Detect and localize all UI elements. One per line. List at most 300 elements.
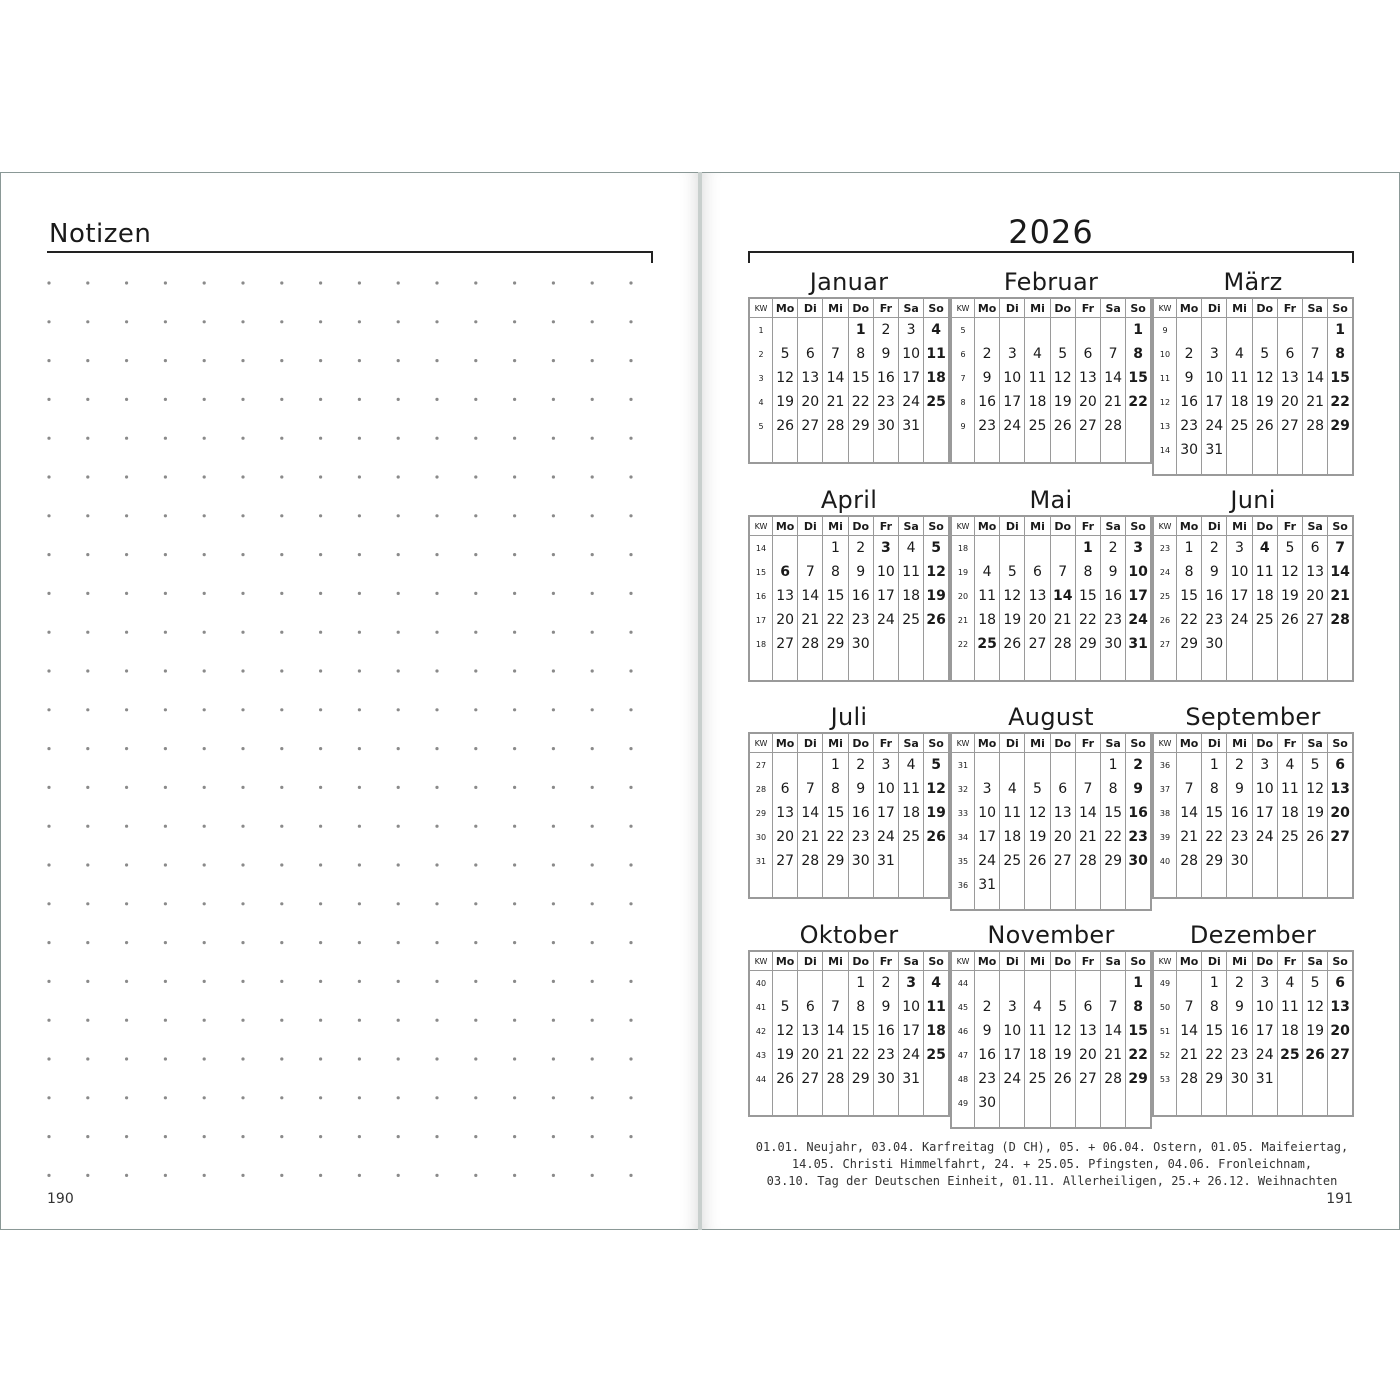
day-cell: [1075, 753, 1100, 778]
month-name: Januar: [809, 268, 889, 296]
grid-dot: [280, 475, 283, 478]
day-cell: 19: [1303, 1019, 1328, 1043]
grid-dot: [591, 281, 594, 284]
empty-cell: [1252, 656, 1277, 681]
day-cell: 22: [1177, 608, 1202, 632]
notes-rule: [47, 251, 653, 263]
day-cell: 24: [899, 390, 924, 414]
weekday-header: Mo: [1177, 951, 1202, 971]
weekday-header: Fr: [1277, 951, 1302, 971]
week-row: [749, 1067, 949, 1091]
weekday-header: Mi: [823, 298, 848, 318]
grid-dot: [591, 437, 594, 440]
grid-dot: [125, 1096, 128, 1099]
week-number: 17: [749, 608, 773, 632]
day-cell: 25: [1277, 1043, 1302, 1067]
week-row: [749, 777, 949, 801]
day-cell: 2: [848, 536, 873, 561]
week-row: [749, 414, 949, 438]
day-cell: [1303, 632, 1328, 656]
grid-dot: [552, 1135, 555, 1138]
day-cell: 5: [924, 536, 949, 561]
week-row: [1153, 753, 1353, 778]
day-cell: 31: [1252, 1067, 1277, 1091]
day-cell: [1050, 753, 1075, 778]
day-cell: 18: [1277, 801, 1302, 825]
day-cell: 19: [1000, 608, 1025, 632]
grid-dot: [319, 825, 322, 828]
day-cell: 3: [1252, 971, 1277, 996]
week-row: [749, 536, 949, 561]
grid-dot: [319, 786, 322, 789]
month-name: September: [1185, 703, 1321, 731]
weekday-header: Mo: [975, 516, 1000, 536]
grid-dot: [125, 631, 128, 634]
grid-dot: [629, 359, 632, 362]
day-cell: 16: [1126, 801, 1151, 825]
weekday-header: Fr: [873, 951, 898, 971]
day-cell: 9: [1177, 366, 1202, 390]
weekday-header: Sa: [1101, 733, 1126, 753]
day-cell: 30: [1227, 849, 1252, 873]
day-cell: 23: [848, 608, 873, 632]
grid-dot: [397, 281, 400, 284]
spacer-cell: [1126, 1115, 1151, 1128]
empty-cell: [899, 438, 924, 463]
day-cell: 8: [1126, 342, 1151, 366]
day-cell: [773, 753, 798, 778]
empty-cell: [1000, 656, 1025, 681]
day-cell: 5: [1025, 777, 1050, 801]
day-cell: [1277, 1067, 1302, 1091]
grid-dot: [474, 437, 477, 440]
day-cell: 3: [873, 753, 898, 778]
week-row: [951, 801, 1151, 825]
empty-cell: [1075, 656, 1100, 681]
weekday-header: Mi: [823, 516, 848, 536]
grid-dot: [397, 553, 400, 556]
grid-dot: [591, 359, 594, 362]
grid-dot: [513, 1096, 516, 1099]
empty-cell: [1153, 873, 1177, 898]
grid-dot: [397, 1174, 400, 1177]
day-cell: 17: [1126, 584, 1151, 608]
grid-dot: [319, 1174, 322, 1177]
day-cell: 4: [1000, 777, 1025, 801]
day-cell: 7: [1177, 777, 1202, 801]
month-table: [1152, 297, 1354, 476]
grid-dot: [86, 553, 89, 556]
grid-dot: [280, 941, 283, 944]
weekday-header: Mi: [1227, 733, 1252, 753]
day-cell: 7: [798, 560, 823, 584]
empty-cell: [749, 656, 773, 681]
day-cell: 14: [1303, 366, 1328, 390]
grid-dot: [629, 1135, 632, 1138]
week-number: 23: [1153, 536, 1177, 561]
day-cell: 15: [823, 584, 848, 608]
month-table: [748, 297, 950, 464]
week-row: [1153, 584, 1353, 608]
weekday-header: Mo: [1177, 298, 1202, 318]
week-number: 20: [951, 584, 975, 608]
day-cell: 10: [1126, 560, 1151, 584]
day-cell: 16: [1101, 584, 1126, 608]
empty-cell: [749, 873, 773, 898]
grid-dot: [164, 475, 167, 478]
grid-dot: [280, 1135, 283, 1138]
day-cell: 19: [924, 801, 949, 825]
grid-dot: [397, 902, 400, 905]
empty-cell: [1126, 656, 1151, 681]
empty-cell: [873, 873, 898, 898]
month-name: Juli: [830, 703, 868, 731]
weekday-header: Fr: [873, 733, 898, 753]
grid-dot: [552, 747, 555, 750]
week-row: [1153, 608, 1353, 632]
month-name: April: [820, 486, 878, 514]
week-number: 9: [1153, 318, 1177, 343]
grid-dot: [203, 281, 206, 284]
day-cell: 25: [1025, 1067, 1050, 1091]
weekday-header: Fr: [1075, 516, 1100, 536]
day-cell: 20: [1328, 1019, 1353, 1043]
empty-cell: [1303, 873, 1328, 898]
grid-dot: [435, 437, 438, 440]
grid-dot: [629, 437, 632, 440]
weekday-header: Mo: [1177, 733, 1202, 753]
empty-cell: [848, 1091, 873, 1116]
grid-dot: [513, 863, 516, 866]
empty-cell: [1277, 656, 1302, 681]
week-number: 18: [749, 632, 773, 656]
day-cell: 18: [1000, 825, 1025, 849]
day-cell: 30: [1202, 632, 1227, 656]
day-cell: 29: [848, 414, 873, 438]
day-cell: 18: [899, 801, 924, 825]
day-cell: 10: [1252, 995, 1277, 1019]
day-cell: [1050, 1091, 1075, 1115]
grid-dot: [358, 1057, 361, 1060]
day-cell: 13: [798, 1019, 823, 1043]
day-cell: 16: [975, 390, 1000, 414]
grid-dot: [164, 592, 167, 595]
holidays-line: 03.10. Tag der Deutschen Einheit, 01.11. Allerheiligen, 25.+ 26.12. Weihnachten: [766, 1174, 1338, 1188]
month-6: [748, 702, 950, 899]
day-cell: 3: [899, 971, 924, 996]
grid-dot: [629, 281, 632, 284]
grid-dot: [164, 398, 167, 401]
grid-dot: [203, 1096, 206, 1099]
week-row: [749, 971, 949, 996]
week-row: [951, 366, 1151, 390]
day-cell: 19: [1050, 1043, 1075, 1067]
grid-dot: [397, 669, 400, 672]
week-number: 8: [951, 390, 975, 414]
grid-dot: [164, 1019, 167, 1022]
empty-cell: [951, 438, 975, 463]
day-cell: [1227, 438, 1252, 462]
grid-dot: [397, 359, 400, 362]
week-number: 5: [951, 318, 975, 343]
week-number: 24: [1153, 560, 1177, 584]
grid-dot: [474, 514, 477, 517]
day-cell: 8: [1126, 995, 1151, 1019]
day-cell: [773, 536, 798, 561]
week-number: 14: [749, 536, 773, 561]
grid-dot: [125, 825, 128, 828]
month-7: [950, 702, 1152, 911]
grid-dot: [203, 592, 206, 595]
day-cell: 2: [975, 995, 1000, 1019]
day-cell: 23: [1126, 825, 1151, 849]
grid-dot: [513, 1057, 516, 1060]
week-row: [749, 438, 949, 463]
grid-dot: [203, 320, 206, 323]
grid-dot: [358, 1096, 361, 1099]
day-cell: 9: [848, 560, 873, 584]
week-number: 46: [951, 1019, 975, 1043]
day-cell: 15: [1202, 1019, 1227, 1043]
week-number: 5: [749, 414, 773, 438]
day-cell: 27: [773, 849, 798, 873]
grid-dot: [164, 863, 167, 866]
weekday-header: KW: [951, 733, 975, 753]
grid-dot: [474, 553, 477, 556]
day-cell: 23: [1177, 414, 1202, 438]
day-cell: 19: [773, 390, 798, 414]
grid-dot: [86, 863, 89, 866]
weekday-header: Fr: [873, 516, 898, 536]
grid-dot: [435, 1096, 438, 1099]
day-cell: 3: [1252, 753, 1277, 778]
empty-cell: [1177, 656, 1202, 681]
weekday-header: Do: [1252, 516, 1277, 536]
grid-dot: [86, 1096, 89, 1099]
grid-dot: [280, 592, 283, 595]
day-cell: 25: [1227, 414, 1252, 438]
weekday-header: Mo: [1177, 516, 1202, 536]
weekday-header: Fr: [1075, 298, 1100, 318]
grid-dot: [241, 825, 244, 828]
day-cell: 8: [1075, 560, 1100, 584]
day-cell: 9: [1202, 560, 1227, 584]
day-cell: 2: [1227, 753, 1252, 778]
day-cell: 4: [899, 753, 924, 778]
grid-dot: [164, 1174, 167, 1177]
day-cell: 24: [975, 849, 1000, 873]
weekday-header: So: [1126, 951, 1151, 971]
month-2: [1152, 267, 1354, 476]
weekday-header: Sa: [899, 733, 924, 753]
grid-dot: [203, 786, 206, 789]
grid-dot: [125, 475, 128, 478]
week-row: [749, 825, 949, 849]
day-cell: 16: [873, 366, 898, 390]
day-cell: [1303, 318, 1328, 343]
grid-dot: [319, 747, 322, 750]
week-row: [951, 971, 1151, 996]
day-cell: 16: [848, 801, 873, 825]
grid-dot: [358, 669, 361, 672]
day-cell: 17: [899, 366, 924, 390]
empty-cell: [773, 438, 798, 463]
day-cell: [1328, 438, 1353, 462]
week-number: 32: [951, 777, 975, 801]
week-number: 36: [951, 873, 975, 897]
grid-dot: [47, 320, 50, 323]
month-5: [1152, 485, 1354, 682]
grid-dot: [552, 902, 555, 905]
day-cell: 24: [1202, 414, 1227, 438]
day-cell: 1: [1101, 753, 1126, 778]
grid-dot: [552, 437, 555, 440]
grid-dot: [397, 786, 400, 789]
day-cell: 6: [1303, 536, 1328, 561]
day-cell: 13: [1050, 801, 1075, 825]
week-row: [1153, 801, 1353, 825]
grid-dot: [280, 320, 283, 323]
grid-dot: [397, 475, 400, 478]
weekday-header: Mi: [1025, 951, 1050, 971]
day-cell: 26: [1050, 414, 1075, 438]
week-number: 34: [951, 825, 975, 849]
day-cell: 9: [1227, 777, 1252, 801]
grid-dot: [241, 1174, 244, 1177]
grid-dot: [435, 359, 438, 362]
grid-dot: [591, 1174, 594, 1177]
day-cell: 6: [1328, 971, 1353, 996]
grid-dot: [203, 863, 206, 866]
spacer-cell: [1050, 897, 1075, 910]
spacer-cell: [1227, 462, 1252, 475]
day-cell: [1277, 632, 1302, 656]
day-cell: 1: [1126, 318, 1151, 343]
day-cell: 26: [1277, 608, 1302, 632]
grid-dot: [86, 825, 89, 828]
week-number: 45: [951, 995, 975, 1019]
day-cell: 26: [924, 825, 949, 849]
grid-dot: [629, 398, 632, 401]
grid-dot: [358, 941, 361, 944]
day-cell: 9: [1126, 777, 1151, 801]
day-cell: 7: [823, 995, 848, 1019]
day-cell: 29: [848, 1067, 873, 1091]
week-number: 27: [1153, 632, 1177, 656]
empty-cell: [1101, 438, 1126, 463]
day-cell: 31: [975, 873, 1000, 897]
weekday-header: Mo: [773, 516, 798, 536]
empty-cell: [975, 656, 1000, 681]
grid-dot: [513, 941, 516, 944]
day-cell: 17: [1000, 390, 1025, 414]
empty-cell: [823, 1091, 848, 1116]
grid-dot: [358, 708, 361, 711]
weekday-header: Sa: [1101, 298, 1126, 318]
weekday-header: So: [1328, 733, 1353, 753]
grid-dot: [125, 669, 128, 672]
grid-dot: [629, 1019, 632, 1022]
day-cell: 15: [1177, 584, 1202, 608]
grid-dot: [552, 1057, 555, 1060]
empty-cell: [1252, 873, 1277, 898]
empty-cell: [1227, 873, 1252, 898]
day-cell: [1000, 753, 1025, 778]
day-cell: [1050, 536, 1075, 561]
grid-dot: [474, 398, 477, 401]
day-cell: 24: [1252, 1043, 1277, 1067]
weekday-header: Di: [1202, 298, 1227, 318]
day-cell: 12: [1050, 1019, 1075, 1043]
week-row: [1153, 849, 1353, 873]
weekday-header: Do: [848, 516, 873, 536]
page-number-right: 191: [1326, 1191, 1353, 1207]
day-cell: 5: [773, 342, 798, 366]
day-cell: 13: [1025, 584, 1050, 608]
grid-dot: [591, 941, 594, 944]
grid-dot: [241, 359, 244, 362]
grid-dot: [552, 1174, 555, 1177]
grid-dot: [552, 708, 555, 711]
week-row: [749, 1091, 949, 1116]
week-number: 6: [951, 342, 975, 366]
grid-dot: [358, 553, 361, 556]
week-number: 11: [1153, 366, 1177, 390]
month-table: [748, 732, 950, 899]
day-cell: [924, 1067, 949, 1091]
day-cell: 16: [1227, 1019, 1252, 1043]
grid-dot: [86, 514, 89, 517]
month-0: [748, 267, 950, 464]
day-cell: [1227, 632, 1252, 656]
day-cell: 23: [1227, 825, 1252, 849]
grid-dot: [280, 786, 283, 789]
grid-dot: [629, 592, 632, 595]
weekday-header: So: [924, 298, 949, 318]
day-cell: 2: [975, 342, 1000, 366]
day-cell: 31: [873, 849, 898, 873]
grid-dot: [591, 902, 594, 905]
day-cell: 31: [1202, 438, 1227, 462]
day-cell: 25: [1277, 825, 1302, 849]
day-cell: 20: [1277, 390, 1302, 414]
day-cell: 11: [1000, 801, 1025, 825]
grid-dot: [591, 553, 594, 556]
weekday-header: Mo: [975, 951, 1000, 971]
grid-dot: [47, 863, 50, 866]
grid-dot: [47, 475, 50, 478]
spacer-cell: [1000, 1115, 1025, 1128]
day-cell: 11: [924, 995, 949, 1019]
grid-dot: [86, 708, 89, 711]
grid-dot: [86, 747, 89, 750]
week-row: [951, 753, 1151, 778]
day-cell: 23: [975, 1067, 1000, 1091]
empty-cell: [975, 438, 1000, 463]
day-cell: [975, 536, 1000, 561]
month-table: [950, 515, 1152, 682]
spacer-cell: [975, 897, 1000, 910]
grid-dot: [397, 437, 400, 440]
day-cell: 1: [848, 318, 873, 343]
weekday-header: Sa: [1303, 951, 1328, 971]
week-row: [749, 1043, 949, 1067]
day-cell: 30: [848, 632, 873, 656]
weekday-header: Fr: [873, 298, 898, 318]
weekday-header: Do: [1252, 733, 1277, 753]
day-cell: 25: [1025, 414, 1050, 438]
grid-dot: [125, 359, 128, 362]
